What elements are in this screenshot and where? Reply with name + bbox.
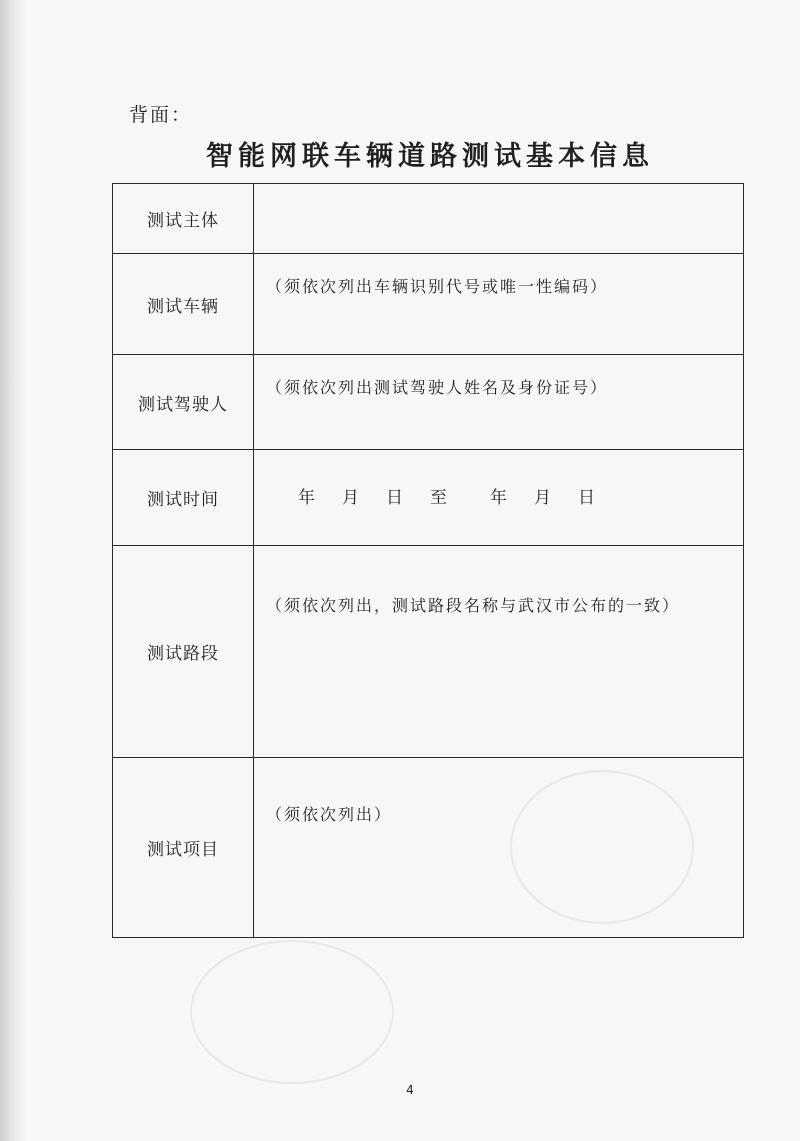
value-cell-vehicle[interactable] — [254, 254, 744, 355]
value-cell-road[interactable] — [254, 546, 744, 758]
table-row — [113, 450, 744, 546]
row-label-subject: 测试主体 — [113, 184, 254, 254]
page-number: 4 — [406, 1083, 414, 1097]
day-label-start: 日 — [386, 487, 405, 508]
month-label-end: 月 — [534, 487, 553, 508]
row-label-road: 测试路段 — [113, 546, 254, 758]
items-note: （须依次列出） — [266, 805, 393, 824]
info-table — [112, 183, 744, 938]
date-range — [254, 483, 743, 513]
value-cell-driver[interactable] — [254, 355, 744, 450]
bleed-through-stamp — [190, 940, 394, 1084]
year-label-end: 年 — [490, 487, 509, 508]
row-label-vehicle: 测试车辆 — [113, 254, 254, 355]
range-separator: 至 — [430, 487, 449, 508]
year-label-start: 年 — [298, 487, 317, 508]
row-label-items: 测试项目 — [113, 758, 254, 938]
table-row — [113, 546, 744, 758]
value-cell-items[interactable] — [254, 758, 744, 938]
row-label-driver: 测试驾驶人 — [113, 355, 254, 450]
month-label-start: 月 — [342, 487, 361, 508]
row-label-time: 测试时间 — [113, 450, 254, 546]
table-row — [113, 184, 744, 254]
vehicle-note: （须依次列出车辆识别代号或唯一性编码） — [266, 277, 609, 296]
road-note: （须依次列出，测试路段名称与武汉市公布的一致） — [266, 596, 681, 615]
side-label: 背面： — [129, 104, 193, 126]
table-row — [113, 758, 744, 938]
page-title: 智能网联车辆道路测试基本信息 — [206, 141, 654, 172]
table-row — [113, 355, 744, 450]
day-label-end: 日 — [578, 487, 597, 508]
driver-note: （须依次列出测试驾驶人姓名及身份证号） — [266, 378, 609, 397]
value-cell-time[interactable] — [254, 450, 744, 546]
value-cell-subject[interactable] — [254, 184, 744, 254]
table-row — [113, 254, 744, 355]
